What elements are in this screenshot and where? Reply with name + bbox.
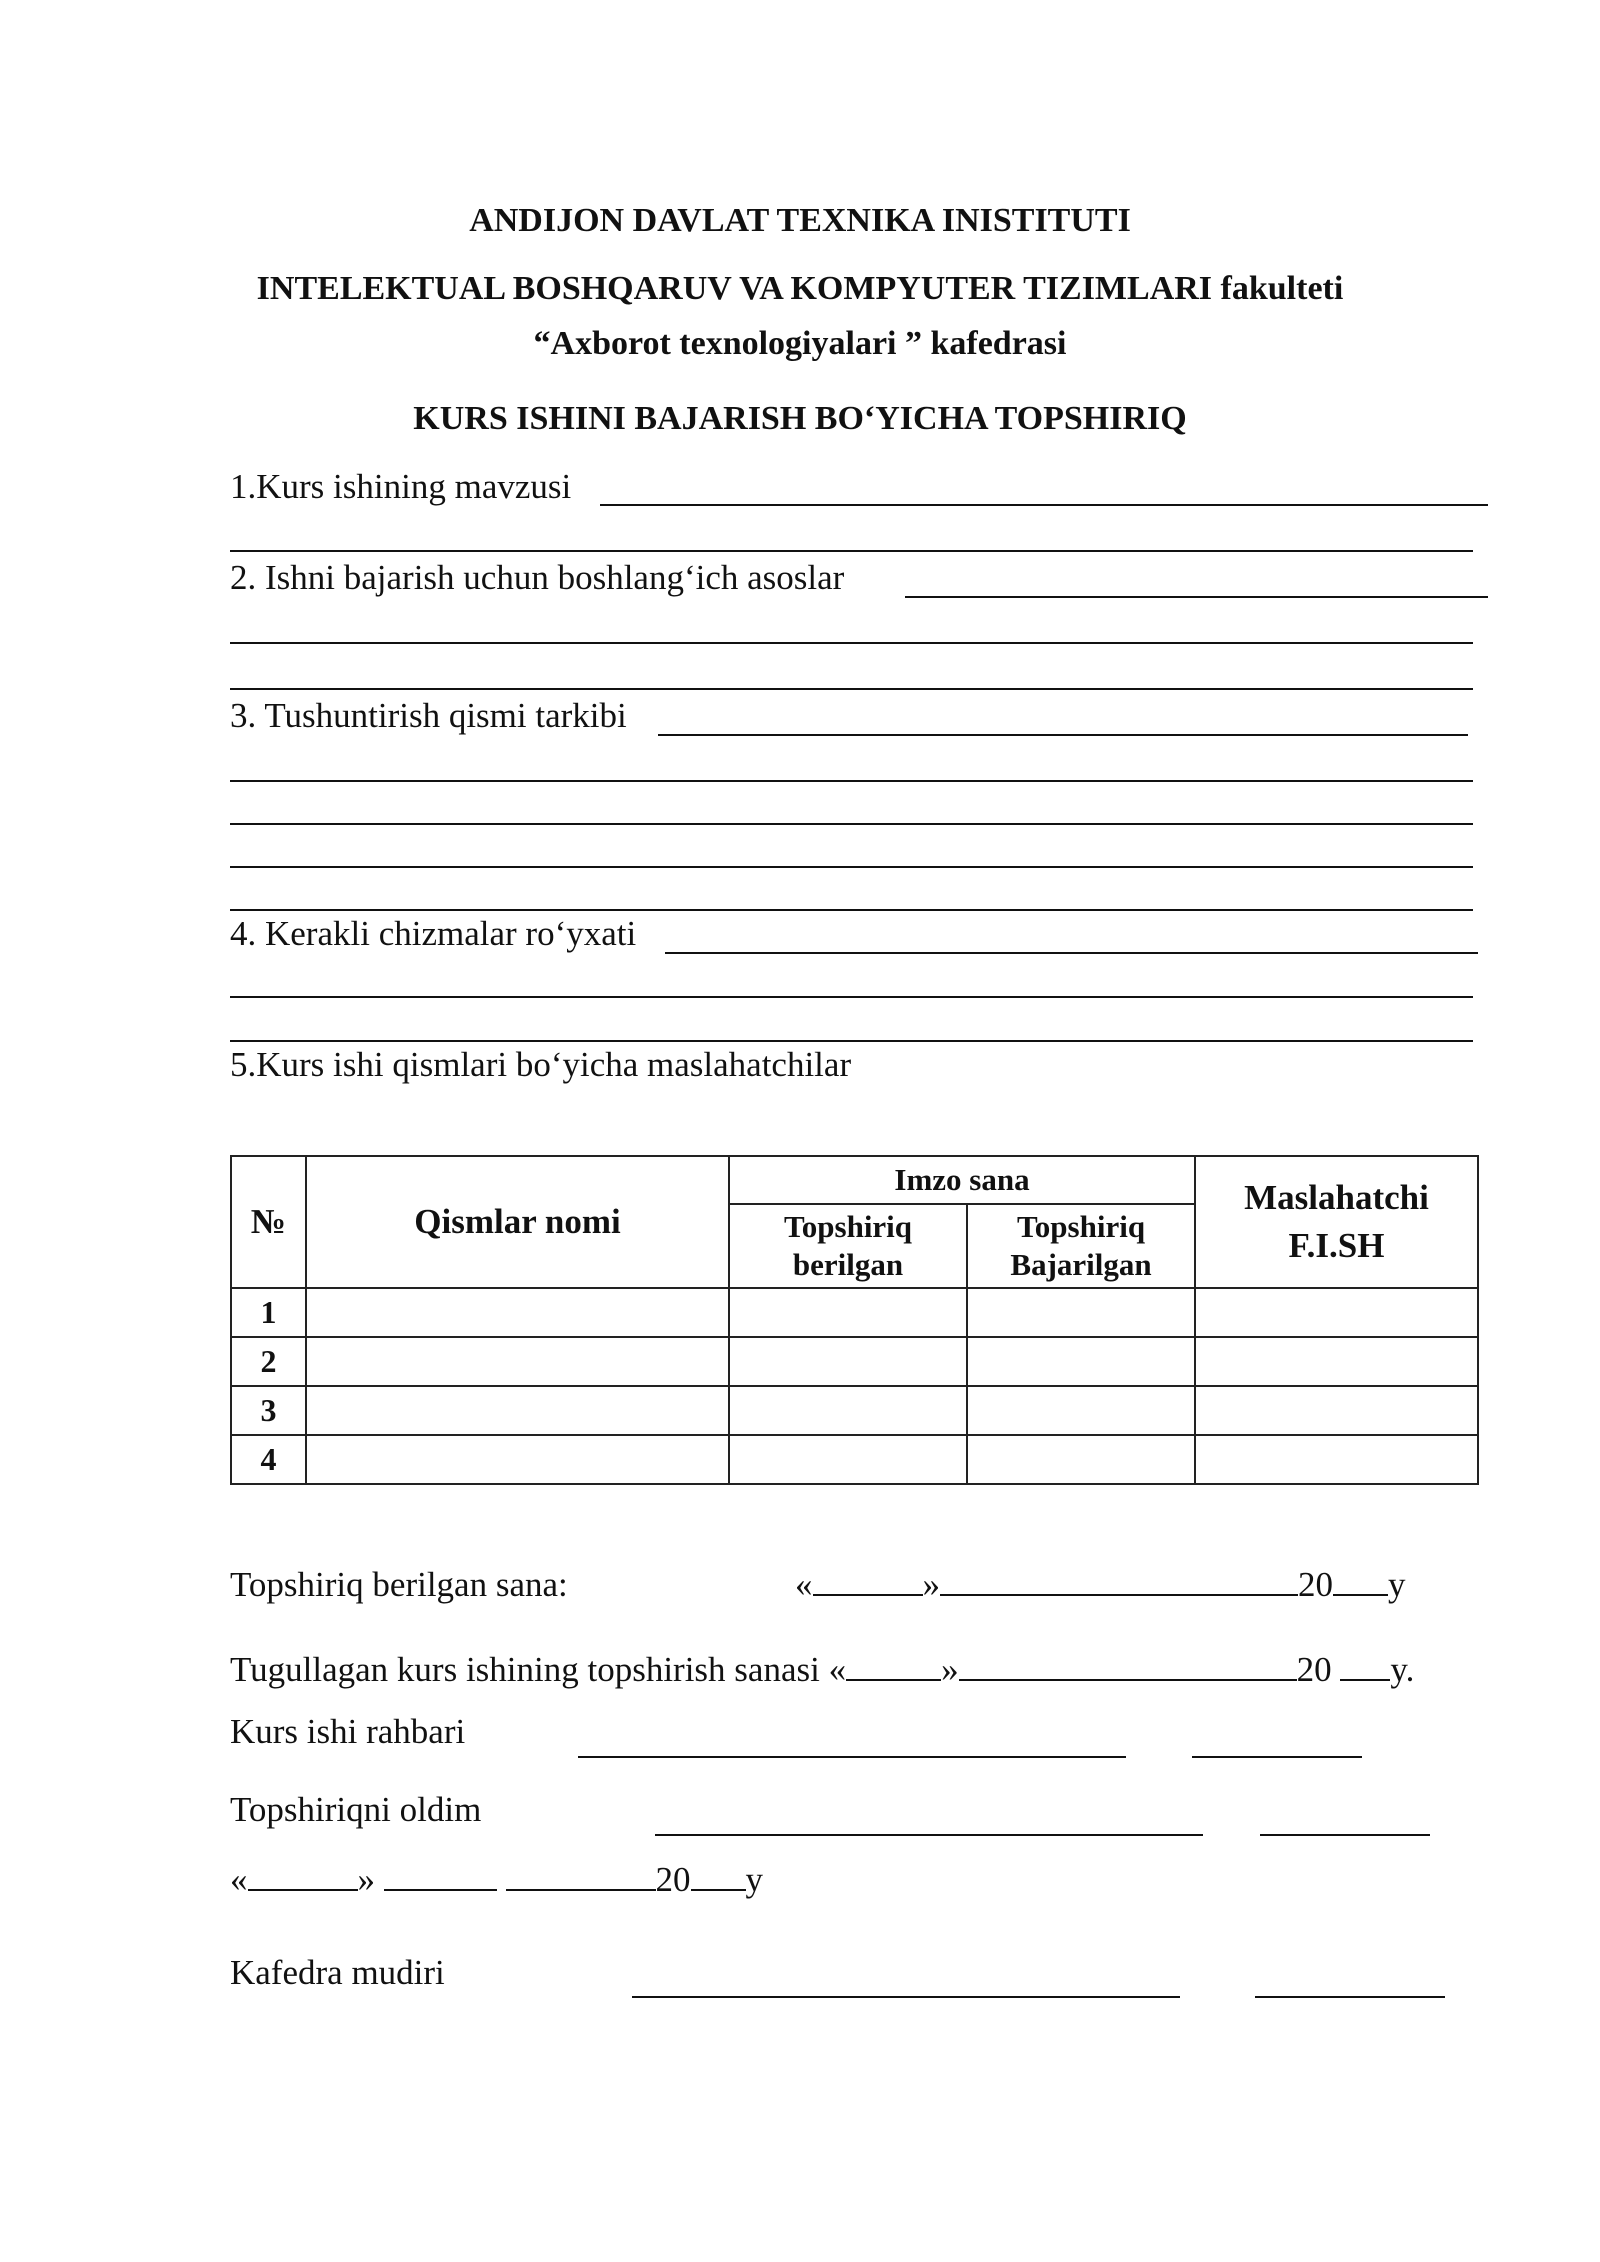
month-blank-2[interactable] <box>506 1863 656 1891</box>
col-name-header: Qismlar nomi <box>306 1156 729 1288</box>
received-label: Topshiriqni oldim <box>230 1790 482 1829</box>
part-name-cell[interactable] <box>306 1288 729 1337</box>
advisor-cell[interactable] <box>1195 1337 1478 1386</box>
row-number: 4 <box>231 1435 306 1484</box>
explanation-line-4[interactable] <box>230 866 1473 868</box>
year-suffix: y. <box>1390 1650 1415 1689</box>
topic-line-2[interactable] <box>230 550 1473 552</box>
topic-line[interactable] <box>600 504 1488 506</box>
deadline-label: Tugullagan kurs ishining topshirish sanasi <box>230 1650 820 1689</box>
month-blank[interactable] <box>959 1653 1297 1681</box>
year-prefix: 20 <box>1296 1650 1332 1689</box>
close-quote: » <box>357 1860 375 1899</box>
year-suffix: y <box>1388 1565 1406 1604</box>
explanation-line-3[interactable] <box>230 823 1473 825</box>
col-done-header: Topshiriq Bajarilgan <box>967 1204 1195 1288</box>
year-blank[interactable] <box>1333 1568 1388 1596</box>
advisors-label: 5.Kurs ishi qismlari bo‘yicha maslahatchilar <box>230 1045 852 1084</box>
col-given-header: Topshiriq berilgan <box>729 1204 967 1288</box>
given-cell[interactable] <box>729 1288 967 1337</box>
given-cell[interactable] <box>729 1337 967 1386</box>
year-prefix: 20 <box>655 1860 691 1899</box>
part-name-cell[interactable] <box>306 1386 729 1435</box>
department-name: “Axborot texnologiyalari ” kafedrasi <box>533 325 1067 362</box>
basis-line-2[interactable] <box>230 642 1473 644</box>
head-name-line[interactable] <box>632 1996 1180 1998</box>
supervisor-signature-line[interactable] <box>1192 1756 1362 1758</box>
col-sign-header: Imzo sana <box>729 1156 1195 1204</box>
given-date-label: Topshiriq berilgan sana: <box>230 1565 568 1604</box>
row-number: 1 <box>231 1288 306 1337</box>
explanation-label: 3. Tushuntirish qismi tarkibi <box>230 696 627 735</box>
col-number-header: № <box>231 1156 306 1288</box>
open-quote: « <box>828 1650 847 1689</box>
explanation-line-5[interactable] <box>230 909 1473 911</box>
drawings-line[interactable] <box>665 952 1478 954</box>
basis-line-3[interactable] <box>230 688 1473 690</box>
done-cell[interactable] <box>967 1435 1195 1484</box>
table-row <box>231 1288 1478 1337</box>
head-signature-line[interactable] <box>1255 1996 1445 1998</box>
institute-name: ANDIJON DAVLAT TEXNIKA INISTITUTI <box>469 202 1131 239</box>
explanation-line-2[interactable] <box>230 780 1473 782</box>
drawings-line-2[interactable] <box>230 996 1473 998</box>
done-cell[interactable] <box>967 1288 1195 1337</box>
given-cell[interactable] <box>729 1435 967 1484</box>
close-quote: » <box>941 1650 959 1689</box>
month-blank[interactable] <box>940 1568 1298 1596</box>
given-cell[interactable] <box>729 1386 967 1435</box>
day-blank[interactable] <box>846 1653 941 1681</box>
close-quote: » <box>922 1565 940 1604</box>
received-name-line[interactable] <box>655 1834 1203 1836</box>
year-blank[interactable] <box>1340 1653 1390 1681</box>
open-quote: « <box>795 1565 813 1604</box>
done-cell[interactable] <box>967 1337 1195 1386</box>
month-blank[interactable] <box>384 1863 497 1891</box>
head-label: Kafedra mudiri <box>230 1953 445 1992</box>
received-signature-line[interactable] <box>1260 1834 1430 1836</box>
page-title: KURS ISHINI BAJARISH BO‘YICHA TOPSHIRIQ <box>413 400 1187 437</box>
day-blank[interactable] <box>248 1863 358 1891</box>
year-suffix: y <box>745 1860 763 1899</box>
row-number: 2 <box>231 1337 306 1386</box>
given-date-field[interactable] <box>795 1565 1406 1605</box>
col-advisor-header: Maslahatchi F.I.SH <box>1195 1156 1478 1288</box>
basis-label: 2. Ishni bajarish uchun boshlang‘ich asoslar <box>230 558 845 597</box>
open-quote: « <box>230 1860 248 1899</box>
part-name-cell[interactable] <box>306 1435 729 1484</box>
row-number: 3 <box>231 1386 306 1435</box>
advisor-cell[interactable] <box>1195 1435 1478 1484</box>
day-blank[interactable] <box>813 1568 923 1596</box>
part-name-cell[interactable] <box>306 1337 729 1386</box>
faculty-name: INTELEKTUAL BOSHQARUV VA KOMPYUTER TIZIMLARI fakulteti <box>256 270 1344 307</box>
advisor-cell[interactable] <box>1195 1288 1478 1337</box>
drawings-label: 4. Kerakli chizmalar ro‘yxati <box>230 914 637 953</box>
basis-line[interactable] <box>905 596 1488 598</box>
advisors-table <box>230 1155 1479 1485</box>
advisor-cell[interactable] <box>1195 1386 1478 1435</box>
table-row <box>231 1337 1478 1386</box>
done-cell[interactable] <box>967 1386 1195 1435</box>
table-row <box>231 1386 1478 1435</box>
table-row <box>231 1435 1478 1484</box>
topic-label: 1.Kurs ishining mavzusi <box>230 467 572 506</box>
explanation-line[interactable] <box>658 734 1468 736</box>
deadline-row <box>230 1650 1414 1690</box>
year-prefix: 20 <box>1298 1565 1333 1604</box>
drawings-line-3[interactable] <box>230 1040 1473 1042</box>
received-date-field[interactable] <box>230 1860 763 1900</box>
year-blank[interactable] <box>691 1863 746 1891</box>
supervisor-label: Kurs ishi rahbari <box>230 1712 466 1751</box>
supervisor-name-line[interactable] <box>578 1756 1126 1758</box>
deadline-date-field[interactable] <box>829 1650 1415 1689</box>
